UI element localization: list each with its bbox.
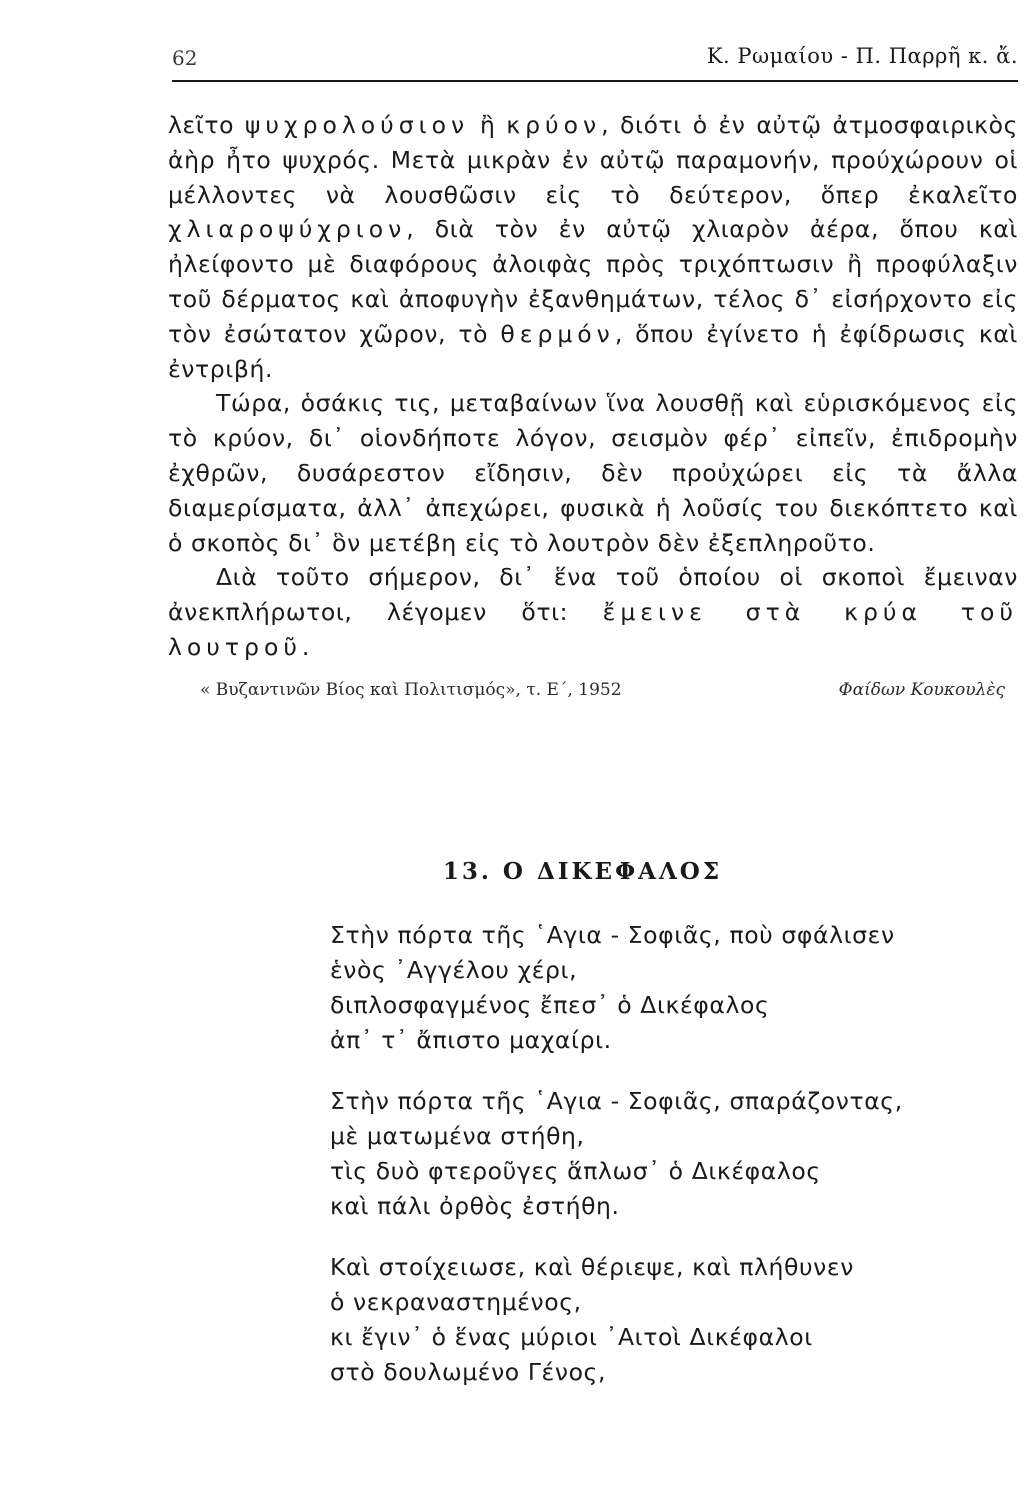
stanza-1 bbox=[330, 918, 1010, 1058]
poem-line: τὶς δυὸ φτεροῦγες ἅπλωσ᾽ ὁ Δικέφαλος bbox=[330, 1157, 821, 1185]
poem-line: κι ἔγιν᾽ ὁ ἕνας μύριοι ᾽Αιτοὶ Δικέφαλοι bbox=[330, 1323, 813, 1351]
poem-line: στὸ δουλωμένο Γένος, bbox=[330, 1358, 607, 1386]
paragraph-3: Διὰ τοῦτο σήμερον, δι᾽ ἕνα τοῦ ὁποίου οἱ σκοποὶ ἔμειναν ἀνεκπλήρωτοι, λέγομεν ὅτι: ἔμεινε στὰ κρύα τοῦ λουτροῦ. bbox=[168, 563, 1018, 661]
poem-line: ἀπ᾽ τ᾽ ἄπιστο μαχαίρι. bbox=[330, 1026, 612, 1054]
stanza-3 bbox=[330, 1250, 1010, 1390]
citation bbox=[200, 680, 1005, 710]
citation-source: « Βυζαντινῶν Βίος καὶ Πολιτισμός», τ. Ε΄, 1952 bbox=[200, 680, 622, 700]
poem bbox=[330, 918, 1010, 1416]
header-rule bbox=[172, 80, 1018, 82]
poem-line: καὶ πάλι ὀρθὸς ἐστήθη. bbox=[330, 1192, 620, 1220]
poem-line: Καὶ στοίχειωσε, καὶ θέριεψε, καὶ πλήθυνεν bbox=[330, 1253, 854, 1281]
poem-line: Στὴν πόρτα τῆς ῾Αγια - Σοφιᾶς, σπαράζοντας, bbox=[330, 1087, 903, 1115]
running-head: Κ. Ρωμαίου - Π. Παρρῆ κ. ἄ. bbox=[706, 44, 1018, 68]
citation-author: Φαίδων Κουκουλὲς bbox=[838, 680, 1005, 700]
spaced-term: ψυχρολούσιον bbox=[244, 111, 470, 139]
paragraph-2: Τώρα, ὁσάκις τις, μεταβαίνων ἵνα λουσθῇ καὶ εὑρισκόμενος εἰς τὸ κρύον, δι᾽ οἱονδήποτε λόγον, σεισμὸν φέρ᾽ εἰπεῖν, ἐπιδρομὴν ἐχθρῶν, δυσάρεστον εἴδησιν, δὲν προὐχώρει εἰς τὰ ἄλλα διαμερίσματα, ἀλλ᾽ ἀπεχώρει, φυσικὰ ἡ λοῦσίς του διεκόπτετο καὶ ὁ σκοπὸς δι᾽ ὃν μετέβη εἰς τὸ λουτρὸν δὲν ἐξεπληροῦτο. bbox=[168, 389, 1018, 557]
spaced-phrase: ἔμεινε στὰ κρύα τοῦ λουτροῦ. bbox=[168, 598, 1018, 661]
spaced-term: κρύον bbox=[506, 111, 602, 139]
prose-text bbox=[168, 108, 1018, 665]
poem-line: διπλοσφαγμένος ἔπεσ᾽ ὁ Δικέφαλος bbox=[330, 991, 770, 1019]
poem-line: ὁ νεκραναστημένος, bbox=[330, 1288, 582, 1316]
poem-line: μὲ ματωμένα στήθη, bbox=[330, 1122, 585, 1150]
page-number: 62 bbox=[172, 46, 198, 70]
paragraph-1: λεῖτο ψυχρολούσιον ἢ κρύον, διότι ὁ ἐν αὐτῷ ἀτμοσφαιρικὸς ἀὴρ ἦτο ψυχρός. Μετὰ μικρὰν ἐν αὐτῷ παραμονήν, προύχώρουν οἱ μέλλοντες νὰ λουσθῶσιν εἰς τὸ δεύτερον, ὅπερ ἐκαλεῖτο χλιαροψύχριον, διὰ τὸν ἐν αὐτῷ χλιαρὸν ἀέρα, ὅπου καὶ ἠλείφοντο μὲ διαφόρους ἀλοιφὰς πρὸς τριχόπτωσιν ἢ προφύλαξιν τοῦ δέρματος καὶ ἀποφυγὴν ἐξανθημάτων, τέλος δ᾽ εἰσήρχοντο εἰς τὸν ἐσώτατον χῶρον, τὸ θερμόν, ὅπου ἐγίνετο ἡ ἐφίδρωσις καὶ ἐντριβή. bbox=[168, 111, 1018, 383]
page-header bbox=[172, 40, 1018, 80]
stanza-2 bbox=[330, 1084, 1010, 1224]
spaced-term: θερμόν bbox=[500, 319, 615, 348]
poem-line: ἑνὸς ᾽Αγγέλου χέρι, bbox=[330, 956, 578, 984]
poem-title: 13. Ο ΔΙΚΕΦΑΛΟΣ bbox=[442, 858, 723, 885]
poem-line: Στὴν πόρτα τῆς ῾Αγια - Σοφιᾶς, ποὺ σφάλισεν bbox=[330, 921, 895, 949]
spaced-term: χλιαροψύχριον bbox=[168, 215, 407, 244]
